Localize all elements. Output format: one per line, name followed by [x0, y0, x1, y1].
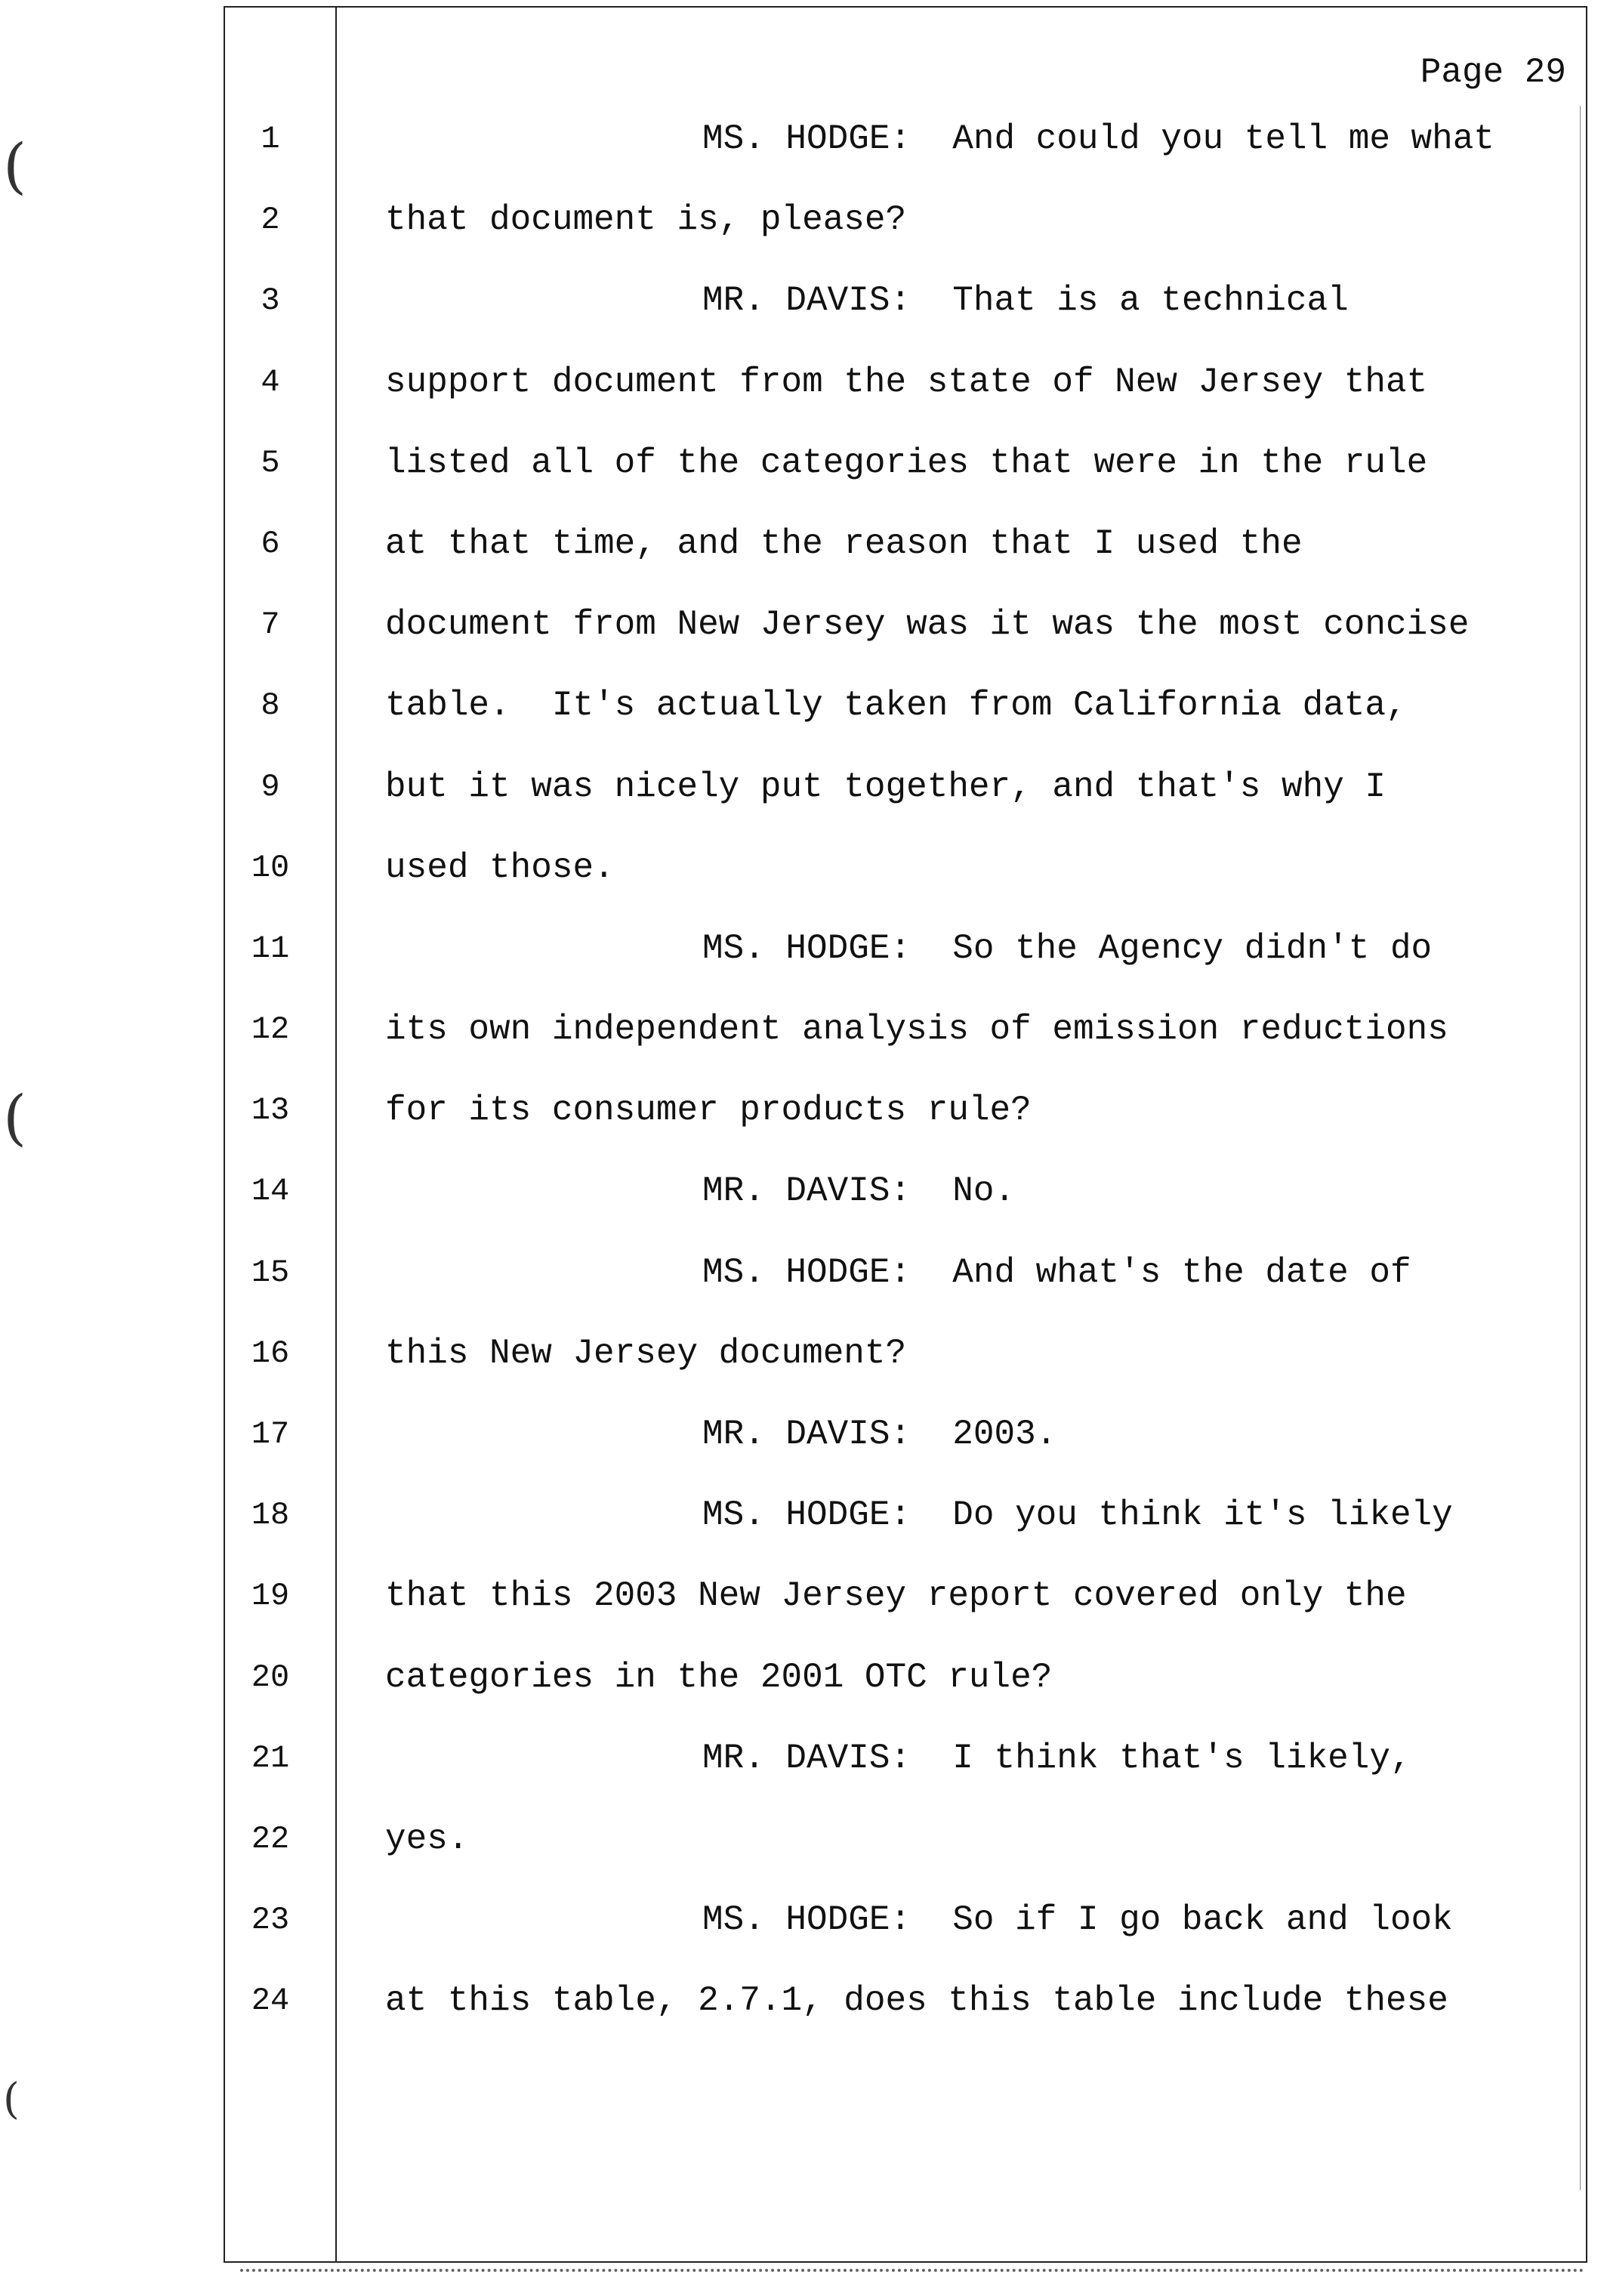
transcript-body	[0, 116, 1607, 2060]
bottom-scan-edge	[240, 2269, 1584, 2272]
transcript-line	[0, 602, 1607, 683]
line-number: 5	[261, 444, 280, 481]
line-number: 11	[251, 930, 290, 967]
transcript-line	[0, 683, 1607, 764]
transcript-line	[0, 1816, 1607, 1897]
line-text: for its consumer products rule?	[385, 1091, 1032, 1131]
line-number: 10	[251, 849, 290, 886]
line-text: listed all of the categories that were in the rule	[385, 443, 1428, 483]
line-text: its own independent analysis of emission reductions	[385, 1010, 1448, 1050]
speaker-line-text: MR. DAVIS: 2003.	[702, 1415, 1057, 1454]
line-number: 3	[261, 282, 280, 319]
line-number: 13	[251, 1092, 290, 1129]
line-number: 16	[251, 1335, 290, 1372]
transcript-line	[0, 926, 1607, 1007]
transcript-line	[0, 1412, 1607, 1492]
line-text: this New Jersey document?	[385, 1333, 907, 1373]
transcript-line	[0, 764, 1607, 845]
speaker-line-text: MS. HODGE: And could you tell me what	[702, 119, 1494, 159]
line-text: document from New Jersey was it was the most concise	[385, 605, 1470, 645]
transcript-line	[0, 521, 1607, 602]
transcript-line	[0, 1082, 1607, 1168]
binder-mark-top: (	[3, 131, 27, 201]
line-number: 14	[251, 1173, 290, 1210]
page-number: Page 29	[1420, 53, 1566, 92]
line-text: at that time, and the reason that I used the	[385, 523, 1303, 563]
line-text: that this 2003 New Jersey report covered only the	[385, 1576, 1407, 1616]
line-number: 7	[261, 606, 280, 643]
line-text: support document from the state of New Jersey that	[385, 362, 1428, 402]
line-number: 22	[251, 1820, 290, 1857]
transcript-line	[0, 1897, 1607, 1978]
binder-mark-middle: (	[3, 1082, 27, 1153]
line-text: used those.	[385, 847, 615, 887]
transcript-line	[0, 1492, 1607, 1573]
speaker-line-text: MR. DAVIS: No.	[702, 1171, 1016, 1211]
transcript-line	[0, 1736, 1607, 1816]
line-number: 23	[251, 1902, 290, 1939]
transcript-line	[0, 1573, 1607, 1654]
line-text: table. It's actually taken from California data,	[385, 686, 1407, 726]
line-number: 12	[251, 1011, 290, 1048]
transcript-line	[0, 1978, 1607, 2059]
speaker-line-text: MS. HODGE: So the Agency didn't do	[702, 928, 1433, 968]
line-number: 21	[251, 1739, 290, 1776]
line-number: 4	[261, 363, 280, 400]
binder-mark-bottom: (	[3, 2075, 20, 2124]
line-number: 2	[261, 202, 280, 239]
line-text: categories in the 2001 OTC rule?	[385, 1657, 1053, 1697]
line-number: 17	[251, 1416, 290, 1452]
transcript-line	[0, 1655, 1607, 1736]
line-number: 8	[261, 687, 280, 724]
line-number: 20	[251, 1659, 290, 1696]
line-number: 9	[261, 768, 280, 805]
line-number: 19	[251, 1578, 290, 1615]
speaker-line-text: MS. HODGE: Do you think it's likely	[702, 1495, 1453, 1535]
line-number: 6	[261, 525, 280, 562]
speaker-line-text: MR. DAVIS: I think that's likely,	[702, 1738, 1411, 1778]
line-text: but it was nicely put together, and that's why I	[385, 767, 1386, 807]
line-number: 24	[251, 1983, 290, 2020]
transcript-line	[0, 116, 1607, 201]
transcript-line	[0, 1331, 1607, 1412]
speaker-line-text: MR. DAVIS: That is a technical	[702, 281, 1349, 321]
transcript-line	[0, 1168, 1607, 1249]
line-number: 1	[261, 121, 280, 157]
speaker-line-text: MS. HODGE: And what's the date of	[702, 1252, 1411, 1292]
transcript-line	[0, 278, 1607, 359]
transcript-line	[0, 440, 1607, 521]
transcript-line	[0, 1007, 1607, 1088]
transcript-line	[0, 1250, 1607, 1331]
line-text: yes.	[385, 1819, 469, 1859]
transcript-line	[0, 360, 1607, 440]
line-number: 18	[251, 1497, 290, 1534]
line-text: that document is, please?	[385, 200, 907, 240]
line-text: at this table, 2.7.1, does this table include these	[385, 1981, 1448, 2021]
transcript-line	[0, 845, 1607, 926]
transcript-line	[0, 197, 1607, 278]
speaker-line-text: MS. HODGE: So if I go back and look	[702, 1900, 1453, 1940]
line-number: 15	[251, 1254, 290, 1291]
